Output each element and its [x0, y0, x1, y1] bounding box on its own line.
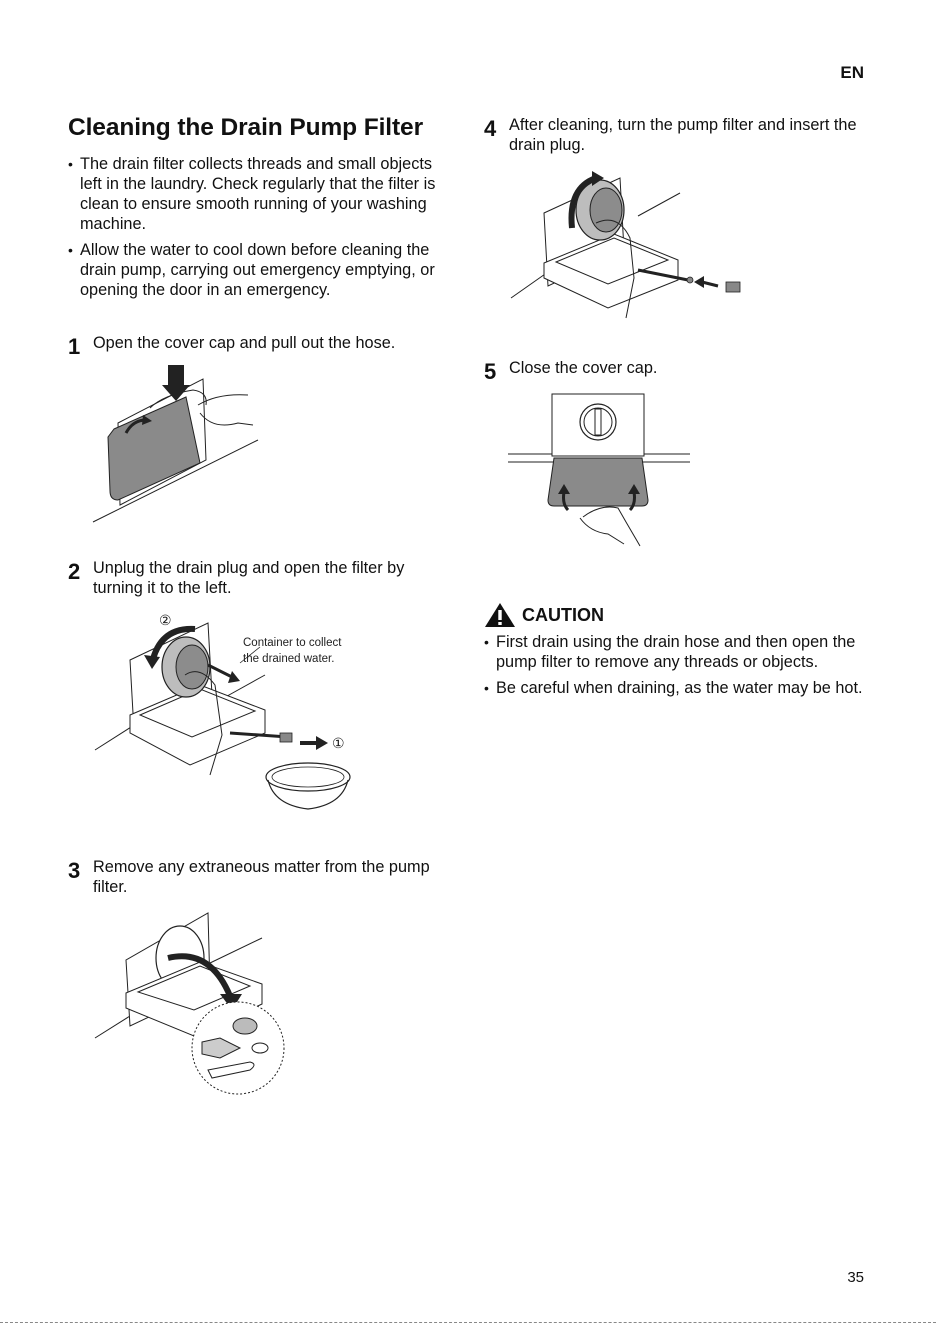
page-number: 35: [847, 1269, 864, 1286]
step-text: Open the cover cap and pull out the hose.: [93, 334, 396, 352]
open-cover-illustration: [88, 365, 263, 525]
callout-2: ②: [159, 612, 172, 628]
step-number: 1: [68, 334, 81, 359]
open-filter-illustration: [90, 605, 365, 820]
bottom-rule: [0, 1322, 936, 1323]
caution-heading: [484, 602, 604, 628]
warning-icon: [484, 602, 516, 628]
caution-bullet: • First drain using the drain hose and then open the pump filter to remove any threads or objects.: [484, 632, 869, 672]
step-number: 5: [484, 359, 497, 384]
container-label: Container to collect: [243, 637, 342, 649]
intro-bullets: [68, 154, 448, 306]
caution-title: CAUTION: [522, 604, 604, 625]
intro-bullet: • Allow the water to cool down before cleaning the drain pump, carrying out emergency emptying, or opening the door in an emergency.: [68, 240, 448, 300]
caution-bullet: • Be careful when draining, as the water may be hot.: [484, 678, 869, 698]
step-text: Unplug the drain plug and open the filter by turning it to the left.: [93, 559, 405, 597]
insert-drain-plug-illustration: [508, 168, 748, 323]
language-code: EN: [840, 63, 864, 82]
step-text: After cleaning, turn the pump filter and insert the drain plug.: [509, 116, 857, 154]
step-number: 2: [68, 559, 81, 584]
intro-bullet: • The drain filter collects threads and small objects left in the laundry. Check regularly that the filter is clean to ensure smooth running of your washing machine.: [68, 154, 448, 234]
container-label: the drained water.: [243, 653, 335, 665]
callout-1: ①: [332, 735, 345, 751]
caution-bullets: [484, 632, 869, 704]
page-title: Cleaning the Drain Pump Filter: [68, 114, 424, 141]
step-number: 3: [68, 858, 81, 883]
close-cover-illustration: [508, 392, 693, 550]
remove-matter-illustration: [90, 908, 295, 1103]
step-text: Close the cover cap.: [509, 359, 658, 377]
step-text: Remove any extraneous matter from the pump filter.: [93, 858, 430, 896]
step-number: 4: [484, 116, 497, 141]
